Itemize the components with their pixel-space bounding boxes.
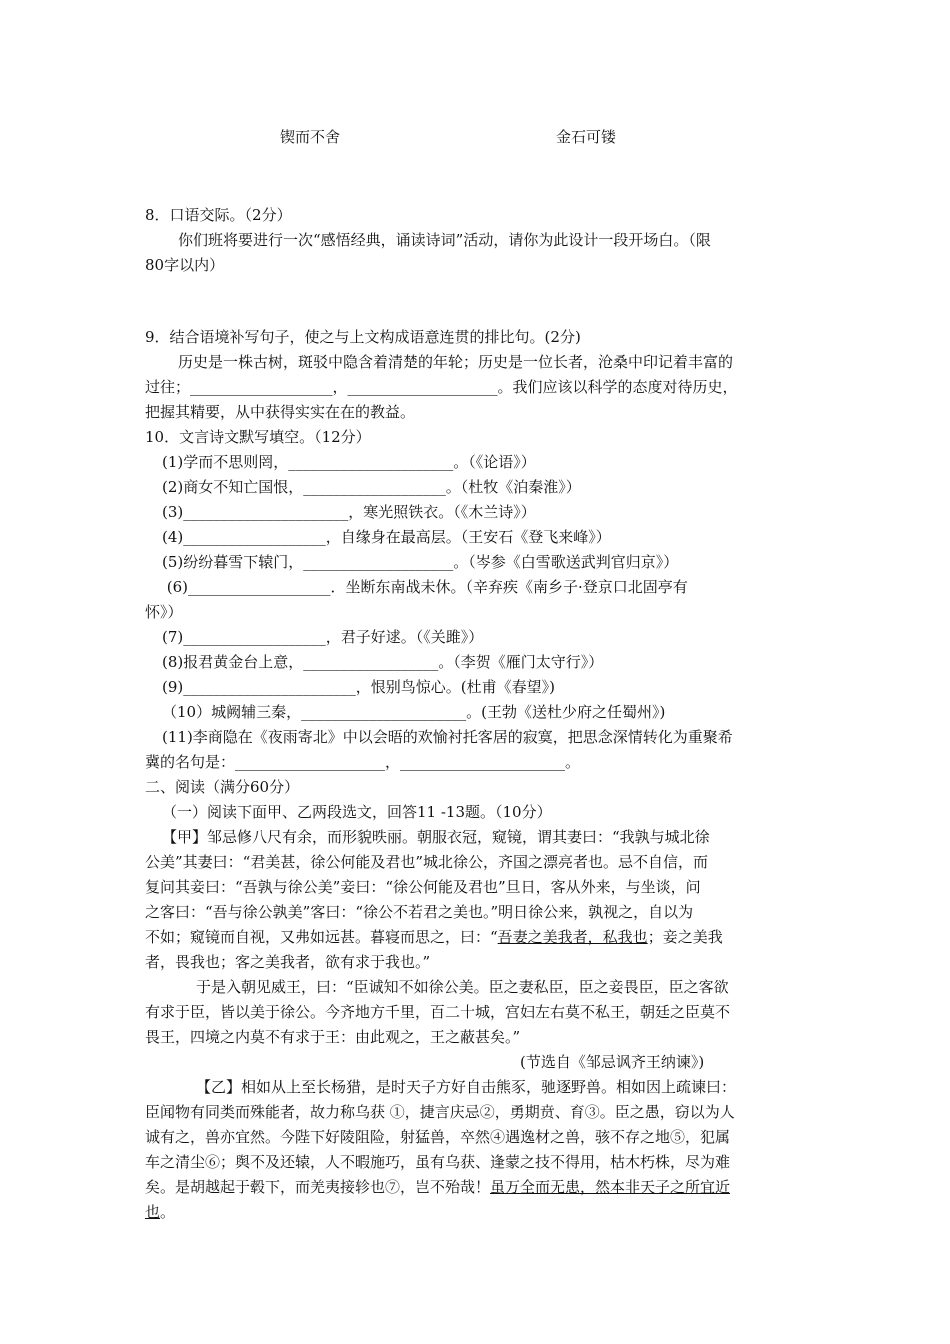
q9-line2: 过往；___________________，____________________。我们应该以科学的态度对待历史，: [145, 378, 738, 396]
jia-line: 有求于臣，皆以美于徐公。今齐地方千里，百二十城，宫妇左右莫不私王，朝廷之臣莫不: [145, 1003, 731, 1021]
idiom-right: 金石可镂: [556, 128, 617, 146]
jia-line: 复问其妾曰：“吾孰与徐公美”妾曰：“徐公何能及君也”旦日，客从外来，与坐谈，问: [145, 878, 701, 896]
jia-source: (节选自《邹忌讽齐王纳谏》): [520, 1053, 705, 1071]
yi-line: 诚有之，兽亦宜然。今陛下好陵阻险，射猛兽，卒然④遇逸材之兽，骇不存之地⑤，犯属: [145, 1128, 731, 1146]
q10-item: (7)___________________，君子好逑。（《关雎》）: [162, 628, 484, 646]
q10-item: 怀》）: [145, 603, 183, 621]
yi-line: 臣闻物有同类而殊能者，故力称乌获 ①，捷言庆忌②，勇期贲、育③。臣之愚，窃以为人: [145, 1103, 735, 1121]
q8-line2: 80字以内）: [145, 256, 225, 274]
q10-item: (11)李商隐在《夜雨寄北》中以会晤的欢愉衬托客居的寂寞，把思念深情转化为重聚希: [162, 728, 733, 746]
part2-title: 二、阅读（满分60分）: [145, 778, 300, 796]
idiom-left: 锲而不舍: [280, 128, 341, 146]
jia-line: 之客曰：“吾与徐公孰美”客曰：“徐公不若君之美也。”明日徐公来，孰视之，自以为: [145, 903, 694, 921]
yi-line: 车之清尘⑥；舆不及还辕，人不暇施巧，虽有乌获、逢蒙之技不得用，枯木朽株，尽为难: [145, 1153, 731, 1171]
q9-title: 9．结合语境补写句子，使之与上文构成语意连贯的排比句。(2分): [145, 328, 581, 346]
yi-line: [145, 1200, 175, 1224]
underlined-sentence: 也: [145, 1203, 161, 1221]
q10-item: (5)纷纷暮雪下辕门，____________________。（岑参《白雪歌送武判官归京》）: [162, 553, 679, 571]
jia-line: 【甲】邹忌修八尺有余，而形貌昳丽。朝服衣冠，窥镜，谓其妻曰：“我孰与城北徐: [162, 828, 710, 846]
q10-item: (4)___________________，自缘身在最高层。（王安石《登飞来峰》）: [162, 528, 611, 546]
q10-item: (2)商女不知亡国恨，___________________。（杜牧《泊秦淮》）: [162, 478, 581, 496]
jia-text: 不如；窥镜而自视，又弗如远甚。暮寝而思之，曰：“: [145, 928, 498, 946]
part2-sub: （一）阅读下面甲、乙两段选文，回答11 -13题。（10分）: [162, 803, 552, 821]
yi-line: 【乙】相如从上至长杨猎，是时天子方好自击熊豕，驰逐野兽。相如因上疏谏曰：: [196, 1078, 737, 1096]
underlined-sentence: 吾妻之美我者，私我也: [497, 928, 648, 946]
q10-item: （10）城阙辅三秦，______________________。(王勃《送杜少府之任蜀州》): [162, 703, 666, 721]
yi-text: 。: [160, 1203, 176, 1221]
jia-line: 者，畏我也；客之美我者，欲有求于我也。”: [145, 953, 431, 971]
q9-line1: 历史是一株古树，斑驳中隐含着清楚的年轮；历史是一位长者，沧桑中印记着丰富的: [178, 353, 734, 371]
q10-item: (3)______________________，寒光照铁衣。（《木兰诗》）: [162, 503, 536, 521]
q10-item: (6)___________________．坐断东南战未休。（辛弃疾《南乡子·登京口北固亭有: [162, 578, 688, 596]
q10-item: (8)报君黄金台上意，__________________。（李贺《雁门太守行》）: [162, 653, 604, 671]
jia-text: ；妾之美我: [647, 928, 723, 946]
yi-line: [145, 1175, 730, 1199]
q10-title: 10．文言诗文默写填空。（12分）: [145, 428, 371, 446]
q10-item: (1)学而不思则罔，______________________。（《论语》）: [162, 453, 536, 471]
q10-item: 冀的名句是：____________________，______________________。: [145, 753, 581, 771]
jia-line: [145, 925, 723, 949]
underlined-sentence: 虽万全而无患，然本非天子之所宜近: [490, 1178, 731, 1196]
q10-item: (9)_______________________，恨别鸟惊心。(杜甫《春望》): [162, 678, 555, 696]
q8-line1: 你们班将要进行一次“感悟经典，诵读诗词”活动，请你为此设计一段开场白。（限: [178, 231, 711, 249]
q9-line3: 把握其精要，从中获得实实在在的教益。: [145, 403, 416, 421]
yi-text: 矣。是胡越起于毂下，而羌夷接轸也⑦，岂不殆哉！: [145, 1178, 491, 1196]
q8-title: 8．口语交际。（2分）: [145, 206, 292, 224]
jia-line: 畏王，四境之内莫不有求于王：由此观之，王之蔽甚矣。”: [145, 1028, 521, 1046]
jia-line: 于是入朝见威王，曰：“臣诚知不如徐公美。臣之妻私臣，臣之妾畏臣，臣之客欲: [196, 978, 729, 996]
jia-line: 公美”其妻曰：“君美甚，徐公何能及君也”城北徐公，齐国之漂亮者也。忌不自信，而: [145, 853, 709, 871]
